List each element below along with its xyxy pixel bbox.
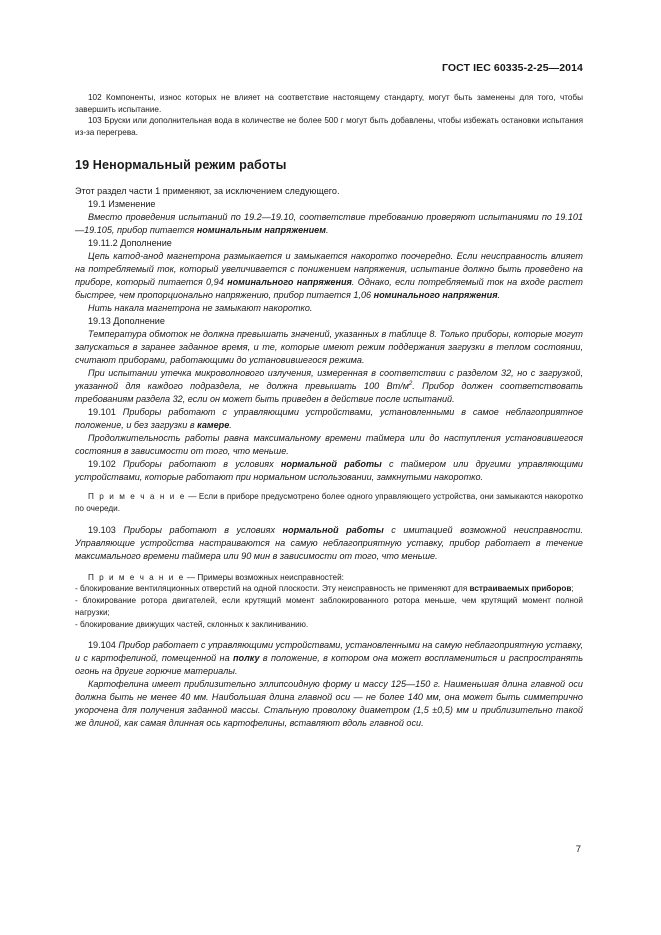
text-run: При испытании утечка микроволнового излучения, измеренная в соответствии с разделом 32, но с загрузкой, указанной для каждого подраздела, не должна превышать 100 Вт/м <box>75 368 583 392</box>
section-body <box>75 185 583 484</box>
note-2 <box>75 572 583 631</box>
text-run: Приборы работают в условиях <box>123 459 281 470</box>
clause-19-101 <box>75 406 583 432</box>
superscript: 2 <box>408 381 413 388</box>
clause-19-11-2-para2: Нить накала магнетрона не замыкают накоротко. <box>88 303 313 314</box>
text-run: в положение, в котором она может воспламениться и распространять огонь на другие горючие материалы. <box>75 653 583 677</box>
note-1 <box>75 491 583 514</box>
text-run: - блокирование вентиляционных отверстий на одной плоскости. Эту неисправность не применяют для <box>75 584 470 594</box>
page-content <box>75 92 583 730</box>
text-run: — Примеры возможных неисправностей: <box>184 572 344 582</box>
defined-term: камере <box>197 420 230 431</box>
clause-number: 19.103 <box>88 524 124 535</box>
clause-number: 19.101 <box>88 407 123 418</box>
text-run: с имитацией возможной неисправности. Управляющие устройства настраиваются на самую неблагоприятную уставку, прибор работает в течение максимального времени таймера или 90 мин в зависимости от того, что меньше. <box>75 524 584 561</box>
clause-19-13-para2 <box>75 367 583 406</box>
text-run: с таймером или другими управляющими устройствами, которые работают при нормальном использовании, замкнутыми накоротко. <box>75 459 583 483</box>
clause-19-103-block <box>75 524 583 563</box>
clause-number: 19.104 <box>88 640 119 651</box>
clause-19-1-heading: 19.1 Изменение <box>88 199 156 210</box>
section-title: 19 Ненормальный режим работы <box>75 158 287 173</box>
note-2-item-1 <box>75 583 583 595</box>
note-label: П р и м е ч а н и е <box>88 492 186 502</box>
note-102: 102 Компоненты, износ которых не влияет на соответствие настоящему стандарту, могут быть заменены для того, чтобы завершить испытание. <box>75 93 583 114</box>
note-103: 103 Бруски или дополнительная вода в количестве не более 500 г могут быть добавлены, чтобы избежать остановки испытания из-за перегрева. <box>75 116 583 137</box>
text-run: . Однако, если потребляемый ток на входе растет быстрее, чем пропорционально напряжению, прибор питается 1,06 <box>75 277 584 301</box>
defined-term: полку <box>232 653 260 664</box>
standard-header: ГОСТ IEC 60335-2-25—2014 <box>441 62 583 74</box>
page-number: 7 <box>575 844 581 855</box>
clause-19-1-text <box>75 211 583 237</box>
note-2-item-3: - блокирование движущих частей, склонных к заклиниванию. <box>75 619 309 629</box>
clause-19-103 <box>75 524 583 563</box>
defined-term: номинальным напряжением <box>196 225 326 236</box>
clause-19-13-para1: Температура обмоток не должна превышать значений, указанных в таблице 8. Только приборы, которые могут запускаться в заранее заданное время, и те, которые имеют режим поддержания загрузки в теплом состоянии, считают приборами, работающими до установившегося режима. <box>75 329 583 366</box>
text-run: Цепь катод-анод магнетрона размыкается и замыкается накоротко поочередно. Если неисправность влияет на потребляемый ток, который увеличивается с понижением напряжения, испытание должно быть проведено на приборе, который питается 0,94 <box>75 251 583 288</box>
note-label: П р и м е ч а н и е <box>88 572 185 582</box>
text-run: Вместо проведения испытаний по 19.2—19.10, соответствие требованию проверяют испытаниями по 19.101—19.105, прибор питается <box>75 212 583 236</box>
defined-term: номинального напряжения <box>227 277 352 288</box>
text-run: Приборы работают в условиях <box>123 524 283 535</box>
text-run: Прибор работает с управляющими устройствами, установленными на самую неблагоприятную уставку, и с картофелиной, помещенной на <box>75 640 583 664</box>
defined-term: номинального напряжения <box>373 290 498 301</box>
note-2-text <box>75 572 583 584</box>
note-1-text <box>75 491 583 514</box>
defined-term: нормальной работы <box>280 459 382 470</box>
top-notes <box>75 92 583 138</box>
clause-19-11-2-para1 <box>75 250 583 302</box>
clause-number: 19.102 <box>88 459 124 470</box>
clause-19-13-heading: 19.13 Дополнение <box>88 316 165 327</box>
text-run: . <box>229 420 232 431</box>
defined-term: встраиваемых приборов <box>469 584 572 594</box>
clause-19-101-para2: Продолжительность работы равна максимальному времени таймера или до наступления установившегося состояния в зависимости от того, что меньше. <box>75 433 583 457</box>
text-run: Приборы работают с управляющими устройствами, установленными в самое неблагоприятное положение, и без загрузки в <box>75 407 583 431</box>
clause-19-104-para2: Картофелина имеет приблизительно эллипсоидную форму и массу 125—150 г. Наименьшая длина главной оси должна быть не менее 40 мм. Наибольшая длина главной оси — не более 140 мм, она может быть симметрично укорочена для получения заданной массы. Стальную проволоку диаметром (1,5 ±0,5) мм и приблизительно такой же длиной, как самая длинная ось картофелины, вставляют вдоль главной оси. <box>75 679 583 729</box>
clause-19-104 <box>75 639 583 678</box>
text-run: — Если в приборе предусмотрено более одного управляющего устройства, они замыкаются накоротко по очереди. <box>75 492 583 514</box>
clause-19-11-2-heading: 19.11.2 Дополнение <box>88 238 172 249</box>
clause-19-102 <box>75 458 583 484</box>
note-2-item-2: - блокирование ротора двигателей, если крутящий момент заблокированного ротора меньше, чем крутящий момент полной нагрузки; <box>75 596 583 617</box>
defined-term: нормальной работы <box>282 524 384 535</box>
section-intro: Этот раздел части 1 применяют, за исключением следующего. <box>75 186 340 197</box>
text-run: . <box>497 290 501 301</box>
clause-19-104-block <box>75 639 583 730</box>
text-run: . <box>325 225 329 236</box>
text-run: . Прибор должен соответствовать требованиям раздела 32, если он может быть приведен в действие после испытаний. <box>75 381 583 405</box>
text-run: ; <box>571 584 574 594</box>
